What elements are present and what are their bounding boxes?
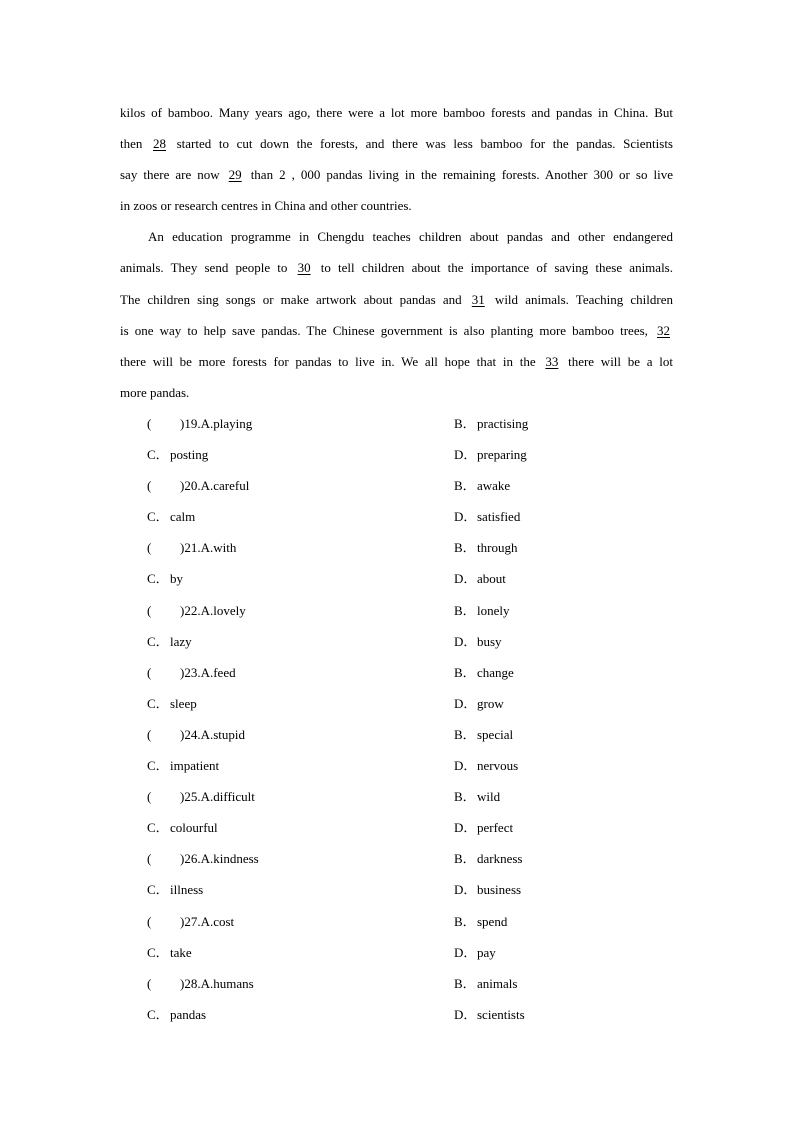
option-c[interactable] — [147, 688, 454, 719]
option-letter: B． — [454, 726, 476, 742]
option-letter: C． — [147, 758, 169, 774]
option-a-text: A.lovely — [200, 602, 246, 618]
option-c[interactable] — [147, 626, 454, 657]
option-letter: C． — [147, 944, 169, 960]
option-b[interactable] — [454, 843, 523, 874]
option-a[interactable] — [147, 843, 454, 874]
question-row — [147, 999, 687, 1030]
option-a-text: A.feed — [200, 664, 236, 680]
option-c-text: colourful — [170, 820, 218, 836]
option-b[interactable] — [454, 781, 500, 812]
question-row — [147, 937, 687, 968]
passage-line: then 28 started to cut down the forests, and there was less bamboo for the pandas. Scientists — [120, 128, 673, 159]
option-d[interactable] — [454, 626, 502, 657]
option-c[interactable] — [147, 501, 454, 532]
question-row — [147, 812, 687, 843]
option-d-text: scientists — [477, 1006, 525, 1022]
option-d[interactable] — [454, 999, 525, 1030]
option-b[interactable] — [454, 595, 510, 626]
paragraph-2 — [120, 221, 673, 408]
passage-line: kilos of bamboo. Many years ago, there were a lot more bamboo forests and pandas in China. But — [120, 105, 673, 120]
option-c-text: by — [170, 571, 183, 587]
option-a[interactable] — [147, 470, 454, 501]
option-d[interactable] — [454, 563, 506, 594]
option-letter: B． — [454, 416, 476, 431]
question-number: )27. — [180, 913, 201, 929]
answer-bracket[interactable]: ( — [147, 851, 152, 867]
question-row — [147, 439, 687, 470]
option-letter: B． — [454, 602, 476, 618]
option-letter: B． — [454, 913, 476, 929]
option-a[interactable] — [147, 595, 454, 626]
option-b-text: darkness — [477, 851, 523, 867]
option-a[interactable] — [147, 532, 454, 563]
option-letter: B． — [454, 975, 476, 991]
option-d[interactable] — [454, 812, 513, 843]
question-row — [147, 719, 687, 750]
question-row — [147, 470, 687, 501]
option-a[interactable] — [147, 408, 454, 439]
option-a-text: A.kindness — [200, 851, 259, 867]
option-letter: C． — [147, 447, 169, 463]
option-c[interactable] — [147, 563, 454, 594]
blank-33: 33 — [545, 353, 559, 369]
option-letter: D． — [454, 509, 477, 525]
option-a-text: A.with — [200, 540, 237, 556]
option-d[interactable] — [454, 439, 527, 470]
option-c-text: illness — [170, 882, 204, 898]
question-number: )26. — [180, 851, 201, 867]
answer-bracket[interactable]: ( — [147, 664, 152, 680]
option-b[interactable] — [454, 657, 514, 688]
question-row — [147, 626, 687, 657]
option-d-text: business — [477, 882, 522, 898]
option-c-text: take — [170, 944, 192, 960]
option-letter: D． — [454, 571, 477, 587]
question-row — [147, 750, 687, 781]
option-b-text: change — [477, 664, 514, 680]
question-row — [147, 501, 687, 532]
option-c-text: posting — [170, 447, 209, 463]
option-a[interactable] — [147, 906, 454, 937]
option-b-text: awake — [477, 478, 511, 494]
answer-bracket[interactable]: ( — [147, 540, 152, 556]
option-a-text: A.stupid — [200, 726, 246, 742]
option-d-text: nervous — [477, 758, 519, 774]
question-row — [147, 781, 687, 812]
option-d[interactable] — [454, 937, 496, 968]
option-c-text: lazy — [170, 633, 192, 649]
passage — [120, 97, 673, 408]
passage-line: is one way to help save pandas. The Chinese government is also planting more bamboo trees, 32 — [120, 315, 673, 346]
option-b-text: wild — [477, 789, 501, 805]
answer-bracket[interactable]: ( — [147, 975, 152, 991]
option-b[interactable] — [454, 906, 507, 937]
answer-bracket[interactable]: ( — [147, 416, 152, 431]
question-row — [147, 408, 687, 439]
blank-29: 29 — [228, 167, 242, 183]
blank-32: 32 — [657, 322, 670, 338]
blank-30: 30 — [297, 260, 311, 276]
option-a[interactable] — [147, 719, 454, 750]
option-letter: D． — [454, 447, 477, 463]
option-letter: B． — [454, 789, 476, 805]
passage-line: there will be more forests for pandas to live in. We all hope that in the 33 there will be a lot — [120, 346, 673, 377]
option-b[interactable] — [454, 470, 510, 501]
passage-line: say there are now 29 than 2 , 000 pandas living in the remaining forests. Another 300 or so live — [120, 159, 673, 190]
passage-line: The children sing songs or make artwork about pandas and 31 wild animals. Teaching children — [120, 284, 673, 315]
option-letter: D． — [454, 633, 477, 649]
answer-bracket[interactable]: ( — [147, 726, 152, 742]
option-c-text: impatient — [170, 758, 220, 774]
option-letter: D． — [454, 882, 477, 898]
answer-bracket[interactable]: ( — [147, 478, 152, 494]
option-c[interactable] — [147, 750, 454, 781]
option-d-text: perfect — [477, 820, 514, 836]
option-letter: D． — [454, 1006, 477, 1022]
option-d-text: preparing — [477, 447, 527, 463]
option-letter: B． — [454, 478, 476, 494]
option-c-text: pandas — [170, 1006, 207, 1022]
option-b[interactable] — [454, 532, 517, 563]
option-letter: C． — [147, 571, 169, 587]
option-letter: C． — [147, 1006, 169, 1022]
question-number: )25. — [180, 789, 201, 805]
option-c[interactable] — [147, 999, 454, 1030]
option-d[interactable] — [454, 750, 518, 781]
option-c[interactable] — [147, 812, 454, 843]
question-row — [147, 968, 687, 999]
option-letter: B． — [454, 664, 476, 680]
option-letter: D． — [454, 695, 477, 711]
question-row — [147, 657, 687, 688]
option-d-text: about — [477, 571, 506, 587]
option-b-text: lonely — [477, 602, 510, 618]
question-row — [147, 532, 687, 563]
option-letter: B． — [454, 540, 476, 556]
blank-28: 28 — [153, 136, 166, 152]
option-b[interactable] — [454, 968, 517, 999]
question-row — [147, 843, 687, 874]
answer-bracket[interactable]: ( — [147, 602, 152, 618]
question-row — [147, 874, 687, 905]
option-d-text: pay — [477, 944, 496, 960]
option-c-text: sleep — [170, 695, 197, 711]
option-b-text: spend — [477, 913, 508, 929]
option-c[interactable] — [147, 874, 454, 905]
question-number: )28. — [180, 975, 201, 991]
option-d[interactable] — [454, 688, 504, 719]
option-c[interactable] — [147, 439, 454, 470]
question-number: )20. — [180, 478, 201, 494]
option-d-text: busy — [477, 633, 502, 649]
passage-line: animals. They send people to 30 to tell children about the importance of saving these animals. — [120, 252, 673, 283]
option-b-text: special — [477, 726, 514, 742]
option-letter: C． — [147, 633, 169, 649]
option-b-text: through — [477, 540, 518, 556]
option-a[interactable] — [147, 781, 454, 812]
option-letter: C． — [147, 820, 169, 836]
option-letter: C． — [147, 695, 169, 711]
question-row — [147, 563, 687, 594]
option-a[interactable] — [147, 968, 454, 999]
passage-line: An education programme in Chengdu teaches children about pandas and other endangered — [148, 229, 673, 245]
option-a-text: A.humans — [200, 975, 254, 991]
question-row — [147, 595, 687, 626]
option-d-text: grow — [477, 695, 504, 711]
answer-bracket[interactable]: ( — [147, 789, 152, 805]
option-a[interactable] — [147, 657, 454, 688]
option-b[interactable] — [454, 408, 528, 439]
option-d[interactable] — [454, 501, 520, 532]
question-number: )19. — [180, 416, 201, 431]
option-letter: D． — [454, 820, 477, 836]
option-c-text: calm — [170, 509, 196, 525]
option-a-text: A.cost — [200, 913, 235, 929]
option-a-text: A.careful — [200, 478, 250, 494]
option-b-text: animals — [477, 975, 518, 991]
option-c[interactable] — [147, 937, 454, 968]
option-d[interactable] — [454, 874, 521, 905]
option-a-text: A.difficult — [200, 789, 255, 805]
question-number: )23. — [180, 664, 201, 680]
option-a-text: A.playing — [200, 416, 253, 431]
question-number: )24. — [180, 726, 201, 742]
answer-bracket[interactable]: ( — [147, 913, 152, 929]
passage-line: more pandas. — [120, 384, 190, 400]
option-letter: B． — [454, 851, 476, 867]
question-number: )21. — [180, 540, 201, 556]
passage-line: in zoos or research centres in China and other countries. — [120, 198, 412, 214]
paragraph-1 — [120, 97, 673, 221]
question-options — [147, 408, 687, 1030]
option-letter: C． — [147, 509, 169, 525]
option-d-text: satisfied — [477, 509, 521, 525]
question-row — [147, 688, 687, 719]
question-row — [147, 906, 687, 937]
question-number: )22. — [180, 602, 201, 618]
option-b[interactable] — [454, 719, 513, 750]
blank-31: 31 — [471, 291, 485, 307]
option-letter: D． — [454, 944, 477, 960]
option-letter: D． — [454, 758, 477, 774]
option-b-text: practising — [477, 416, 529, 431]
option-letter: C． — [147, 882, 169, 898]
